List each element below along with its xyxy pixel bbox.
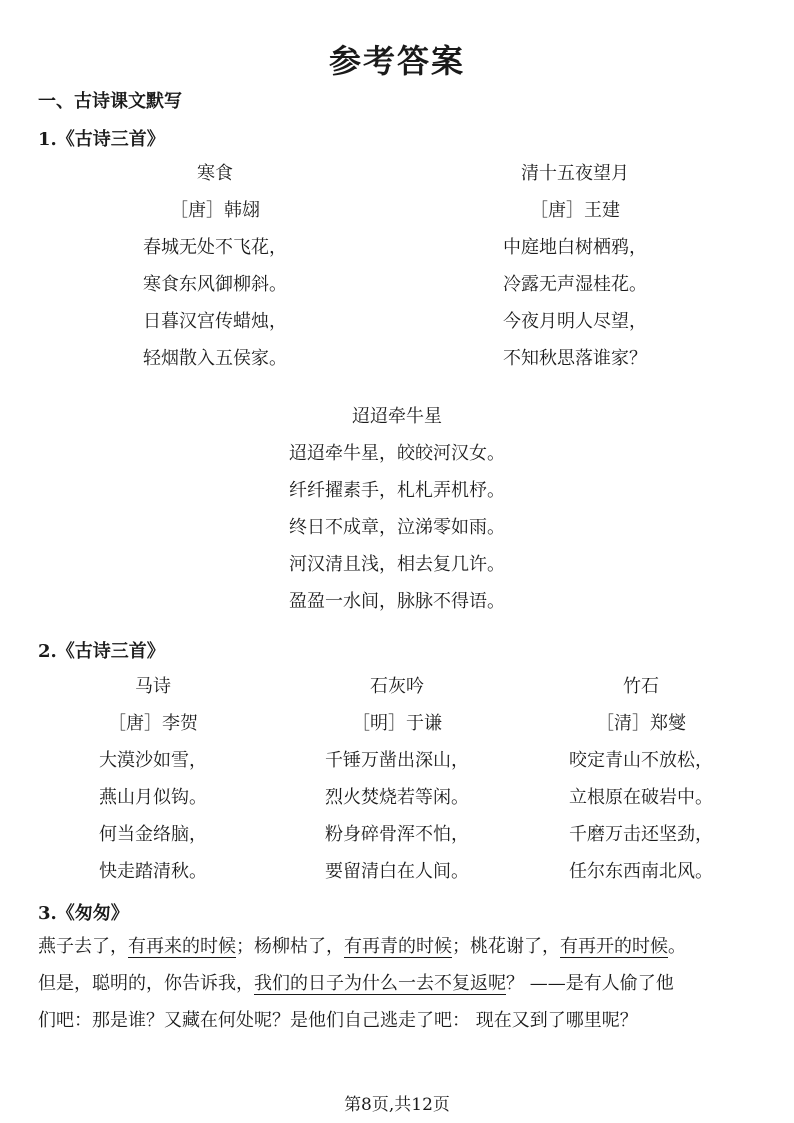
section-heading: 一、古诗课文默写 [38, 91, 182, 112]
prose-congcong [38, 933, 768, 1044]
poem-line: 燕山月似钩。 [99, 787, 207, 808]
answer-blank: 有再来的时候 [128, 936, 236, 957]
poem-title: 寒食 [197, 163, 233, 184]
poem-wangyue [470, 160, 680, 382]
answer-blank: 我们的日子为什么一去不复返呢 [254, 973, 506, 994]
poem-line: 轻烟散入五侯家。 [143, 348, 287, 369]
part3-heading: 3.《匆匆》 [38, 903, 129, 924]
text-run: 但是，聪明的，你告诉我， [38, 973, 254, 994]
poem-line: 要留清白在人间。 [325, 861, 469, 882]
poem-line: 寒食东风御柳斜。 [143, 274, 287, 295]
poem-line: 迢迢牵牛星，皎皎河汉女。 [289, 443, 505, 464]
poem-line: 中庭地白树栖鸦， [503, 237, 647, 258]
poem-mashi [68, 673, 238, 895]
poem-author: ［清］郑燮 [596, 713, 686, 734]
poem-line: 大漠沙如雪， [99, 750, 207, 771]
poem-author: ［唐］韩翃 [170, 200, 260, 221]
poem-title: 迢迢牵牛星 [352, 406, 442, 427]
poem-line: 立根原在破岩中。 [569, 787, 713, 808]
poem-line: 千锤万凿出深山， [325, 750, 469, 771]
poem-line: 终日不成章，泣涕零如雨。 [289, 517, 505, 538]
poem-title: 石灰吟 [370, 676, 424, 697]
poem-line: 盈盈一水间，脉脉不得语。 [289, 591, 505, 612]
poem-line: 河汉清且浅，相去复几许。 [289, 554, 505, 575]
poem-line: 何当金络脑， [99, 824, 207, 845]
poem-author: ［明］于谦 [352, 713, 442, 734]
poem-line: 千磨万击还坚劲， [569, 824, 713, 845]
poem-line: 今夜月明人尽望， [503, 311, 647, 332]
poem-line: 咬定青山不放松， [569, 750, 713, 771]
poem-line: 粉身碎骨浑不怕， [325, 824, 469, 845]
poem-title: 马诗 [135, 676, 171, 697]
poem-line: 烈火焚烧若等闲。 [325, 787, 469, 808]
poem-hanshi [110, 160, 320, 382]
poem-qianniu [247, 403, 547, 625]
answer-blank: 有再开的时候 [560, 936, 668, 957]
prose-line-3: 们吧：那是谁？又藏在何处呢？是他们自己逃走了吧： 现在又到了哪里呢？ [38, 1010, 638, 1031]
page-title: 参考答案 [328, 42, 465, 80]
text-run: ？ ——是有人偷了他 [506, 973, 674, 994]
poem-line: 纤纤擢素手，札札弄机杼。 [289, 480, 505, 501]
answer-blank: 有再青的时候 [344, 936, 452, 957]
part2-heading: 2.《古诗三首》 [38, 641, 165, 662]
poem-shihui [292, 673, 502, 895]
page-footer: 第8页,共12页 [344, 1095, 450, 1115]
poem-line: 冷露无声湿桂花。 [503, 274, 647, 295]
poem-line: 任尔东西南北风。 [569, 861, 713, 882]
prose-line-1 [38, 933, 768, 970]
poem-title: 竹石 [623, 676, 659, 697]
poem-line: 春城无处不飞花， [143, 237, 287, 258]
poem-line: 不知秋思落谁家？ [503, 348, 647, 369]
prose-line-2 [38, 970, 768, 1007]
poem-title: 清十五夜望月 [521, 163, 629, 184]
text-run: ；桃花谢了， [452, 936, 560, 957]
poem-zhushi [536, 673, 746, 895]
poem-author: ［唐］王建 [530, 200, 620, 221]
poem-line: 日暮汉宫传蜡烛， [143, 311, 287, 332]
part1-heading: 1.《古诗三首》 [38, 129, 165, 150]
poem-author: ［唐］李贺 [108, 713, 198, 734]
text-run: ；杨柳枯了， [236, 936, 344, 957]
text-run: 。 [668, 936, 686, 957]
poem-line: 快走踏清秋。 [99, 861, 207, 882]
text-run: 燕子去了， [38, 936, 128, 957]
